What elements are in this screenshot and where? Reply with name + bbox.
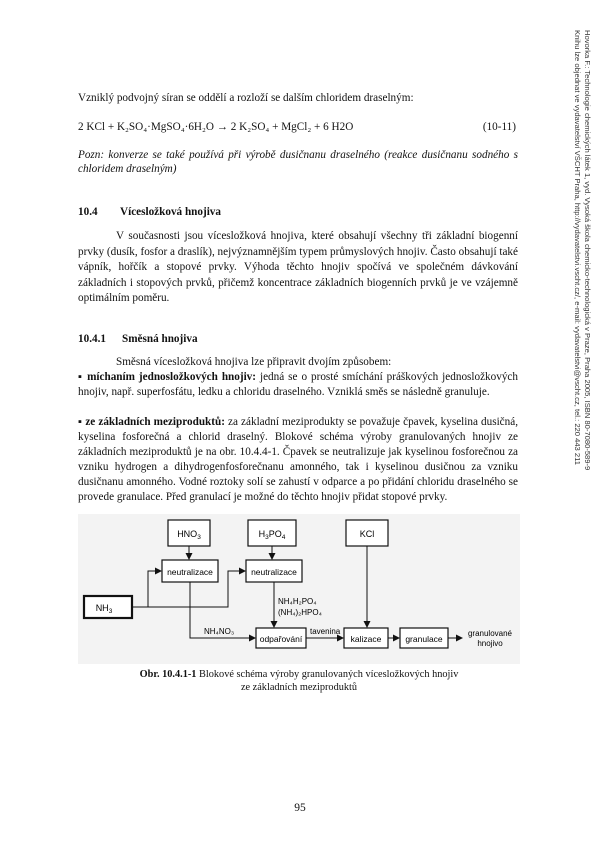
label-tavenina: tavenina bbox=[310, 627, 341, 636]
label-kalizace: kalizace bbox=[350, 634, 382, 644]
equation-10-11: 2 KCl + K₂SO₄·MgSO₄·6H₂O → 2 K₂SO₄ + MgCl₂ + 6 H2O bbox=[78, 121, 354, 133]
block-diagram bbox=[78, 514, 520, 664]
label-nh42hpo4: (NH₄)₂HPO₄ bbox=[278, 608, 322, 617]
label-neutralizace-1: neutralizace bbox=[167, 567, 213, 577]
equation-number: (10-11) bbox=[482, 121, 516, 133]
section-10-4-1-title: Směsná hnojiva bbox=[122, 333, 198, 345]
label-hno3: $HNO_3$ bbox=[177, 529, 201, 541]
label-odparovani: odpařování bbox=[259, 634, 303, 644]
bullet-mixing-bold: míchaním jednosložkových hnojiv: bbox=[87, 371, 257, 383]
section-10-4-1-number: 10.4.1 bbox=[78, 333, 106, 345]
block-diagram-svg bbox=[78, 514, 520, 664]
label-nh4h2po4: NH₄H₂PO₄ bbox=[278, 597, 317, 606]
section-10-4-number: 10.4 bbox=[78, 206, 98, 218]
mixed-intro: Směsná vícesložková hnojiva lze připravit dvojím způsobem: bbox=[116, 356, 392, 368]
bullet-intermediates-bold: ze základních meziproduktů: bbox=[85, 416, 225, 428]
label-nh4no3: NH₄NO₃ bbox=[204, 627, 235, 636]
sidebar-line-1: Hovorka F.: Technologie chemických látek 1, vyd. Vysoká škola chemicko-technologická v Praze, Praha 2005, ISBN 80-7080-589-9 bbox=[583, 30, 592, 471]
page-number: 95 bbox=[294, 802, 306, 814]
section-10-4-title: Vícesložková hnojiva bbox=[120, 206, 221, 218]
bullet-intermediates-text: za základní meziprodukty se považuje čpavek, kyselina dusičná, kyselina fosforečná a chlorid draselný. Blokové schéma výroby granulovaných hnojiv ze základních meziproduktů je na obr. 10.4.4-1. Čpavek se neutralizuje jak kyselinou fosforečnou za vzniku hydrogen a dihydrogenfosforečnanu amonného, tak i kyselinou dusičnou za vzniku dusičnanu amonného. Vodné roztoky solí se zahustí v odparce a po přidání chloridu draselného se provede granulace. Před granulací je možné do těchto hnojiv přidat stopové prvky. bbox=[78, 416, 519, 503]
bullet-marker: ▪ bbox=[78, 371, 88, 383]
section-10-4-paragraph: V současnosti jsou vícesložková hnojiva, které obsahují všechny tři základní biogenní prvky (dusík, fosfor a draslík), nejvýznamnějším typem průmyslových hnojiv. Často obsahují také vápník, hořčík a stopové prvky. Výhoda těchto hnojiv spočívá ve společném dávkování základních i stopových prvků, přičemž koncentrace základních biogenních prvků je ve vzájemně optimálním poměru. bbox=[78, 230, 518, 304]
arrow-nh3-neutralizace-1 bbox=[132, 571, 161, 607]
label-nh3: $NH_3$ bbox=[95, 603, 113, 615]
sidebar-line-2: Knihu lze objednat ve vydavatelství VŠCHT Praha, http://vydavatelstvi.vscht.cz/, e-mail: vydavatelstvi@vscht.cz, tel.: 220 443 211 bbox=[573, 30, 582, 465]
conversion-note: Pozn: konverze se také používá při výrobě dusičnanu draselného (reakce dusičnanu sodného s chloridem draselným) bbox=[78, 149, 518, 175]
bullet-intermediates bbox=[78, 415, 518, 505]
label-product-1: granulované bbox=[467, 629, 513, 638]
label-granulace: granulace bbox=[405, 634, 443, 644]
bullet-marker: ▪ bbox=[78, 416, 86, 428]
label-neutralizace-2: neutralizace bbox=[251, 567, 297, 577]
caption-label: Obr. 10.4.1-1 bbox=[139, 669, 197, 680]
sidebar-citation bbox=[568, 30, 594, 590]
intro-text: Vzniklý podvojný síran se oddělí a rozloží se dalším chloridem draselným: bbox=[78, 92, 414, 104]
bullet-mixing bbox=[78, 370, 518, 400]
caption-line-2: ze základních meziproduktů bbox=[240, 682, 358, 693]
label-h3po4: $H_3PO_4$ bbox=[258, 529, 286, 541]
label-product-2: hnojivo bbox=[477, 639, 503, 648]
label-kcl: KCl bbox=[359, 529, 375, 539]
caption-line-1: Blokové schéma výroby granulovaných vícesložkových hnojiv bbox=[196, 669, 459, 680]
figure-caption bbox=[78, 668, 520, 694]
bullet-mixing-text: jedná se o prosté smíchání práškových jednosložkových hnojiv, např. superfosfátu, ledku a chloridu draselného. Vzniklá směs se následně granuluje. bbox=[78, 371, 518, 398]
